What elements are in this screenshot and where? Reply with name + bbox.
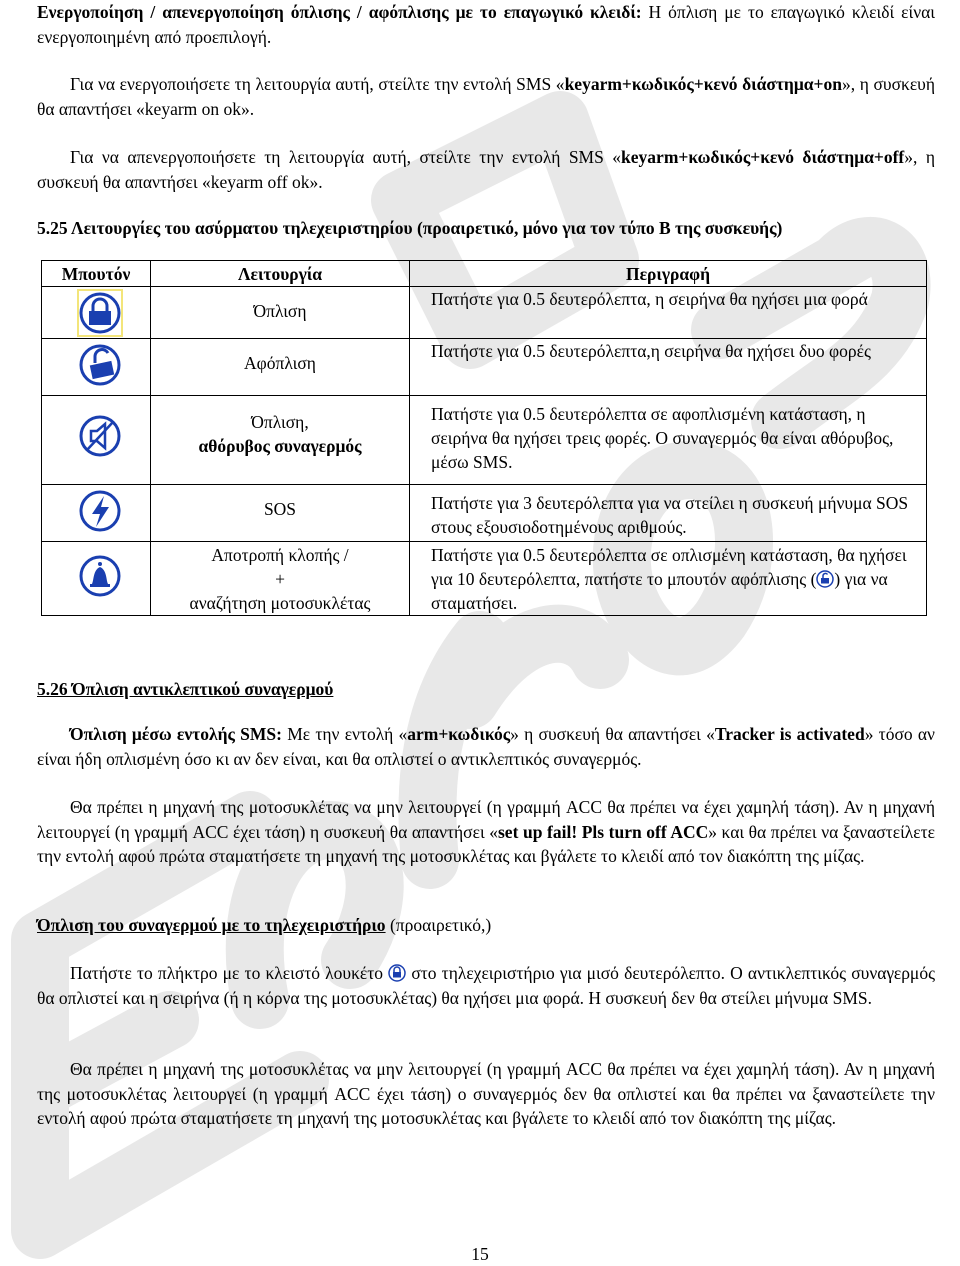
paragraph-key-arming xyxy=(37,0,935,49)
table-row xyxy=(42,396,927,485)
section-526-text: 5.26 Όπλιση αντικλεπτικού συναγερμού xyxy=(37,679,334,699)
keyarm-off-command: keyarm+κωδικός+κενό διάστημα+off xyxy=(621,147,905,167)
paragraph-remote-acc-warning xyxy=(37,1057,935,1131)
remote-arming-text-b: στο τηλεχειριστήριο για μισό δευτερόλεπτο. Ο αντικλεπτικός συναγερμός θα οπλιστεί και η σειρήνα (ή η κόρνα της μοτοσυκλέτας) θα ηχήσει μια φορά. Η συσκευή δεν θα στείλει μήνυμα SMS. xyxy=(37,963,935,1008)
acc-warning-text-b: » και θα πρέπει να ξαναστείλετε την εντολή αφού πρώτα σταματήσετε τη μηχανή της μοτοσυκλέτας και βγάλετε το κλειδί από τον διακόπτη της μίζας. xyxy=(37,821,935,866)
keyarm-on-text-b: », η συσκευή θα απαντήσει «keyarm on ok». xyxy=(37,74,935,119)
muted-speaker-icon xyxy=(77,412,123,460)
keyarm-off-text-a: Για να απενεργοποιήσετε τη λειτουργία αυτή, στείλτε την εντολή SMS « xyxy=(70,147,622,167)
key-arming-heading: Ενεργοποίηση / απενεργοποίηση όπλισης / αφόπλισης με το επαγωγικό κλειδί: xyxy=(37,2,642,22)
button-cell xyxy=(42,542,151,616)
locked-padlock-icon xyxy=(388,964,406,982)
button-cell xyxy=(42,396,151,485)
unlocked-padlock-icon xyxy=(816,570,834,588)
remote-acc-warning-text: Θα πρέπει η μηχανή της μοτοσυκλέτας να μην λειτουργεί (η γραμμή ACC θα πρέπει να έχει χαμηλή τάση). Αν η μηχανή της μοτοσυκλέτας λειτουργεί (η γραμμή ACC έχει τάση) ο συναγερμός δεν θα οπλιστεί και θα πρέπει να ξαναστείλετε την εντολή αφού πρώτα σταματήσετε τη μηχανή της μοτοσυκλέτας και βγάλετε το κλειδί από τον διακόπτη της μίζας. xyxy=(37,1059,935,1128)
header-button: Μπουτόν xyxy=(42,261,151,287)
keyarm-off-text-b: », η συσκευή θα απαντήσει «keyarm off ok». xyxy=(37,147,935,192)
remote-arming-note: (προαιρετικό,) xyxy=(385,915,492,935)
keyarm-on-command: keyarm+κωδικός+κενό διάστημα+on xyxy=(564,74,843,94)
sms-arming-command: arm+κωδικός xyxy=(407,724,511,744)
sos-lightning-icon xyxy=(77,487,123,535)
paragraph-sms-arming xyxy=(37,722,935,771)
description-cell xyxy=(410,542,927,616)
function-silent-arm: Όπλιση, xyxy=(251,412,309,432)
sms-arming-heading: Όπλιση μέσω εντολής SMS: xyxy=(70,724,282,744)
antitheft-desc-a: Πατήστε για 0.5 δευτερόλεπτα σε οπλισμένη κατάσταση, θα ηχήσει για 10 δευτερόλεπτα, πατήστε το μπουτόν αφόπλισης ( xyxy=(431,545,907,589)
sms-arming-text-b: » η συσκευή θα απαντήσει « xyxy=(510,724,715,744)
button-cell xyxy=(42,339,151,396)
paragraph-acc-warning xyxy=(37,795,935,869)
table-row xyxy=(42,287,927,339)
description-cell: Πατήστε για 0.5 δευτερόλεπτα σε αφοπλισμένη κατάσταση, η σειρήνα θα ηχήσει τρεις φορές. Ο συναγερμός θα είναι αθόρυβος, μέσω SMS. xyxy=(410,396,927,485)
acc-warning-text-a: Θα πρέπει η μηχανή της μοτοσυκλέτας να μην λειτουργεί (η γραμμή ACC θα πρέπει να έχει χαμηλή τάση). Αν η μηχανή λειτουργεί (η γραμμή ACC έχει τάση) η συσκευή θα απαντήσει « xyxy=(37,797,935,842)
section-heading-5-26 xyxy=(37,677,333,702)
function-antitheft-line2: + xyxy=(275,569,285,589)
button-cell xyxy=(42,287,151,339)
description-cell: Πατήστε για 3 δευτερόλεπτα για να στείλει η συσκευή μήνυμα SOS στους εξουσιοδοτημένους αριθμούς. xyxy=(410,485,927,542)
header-description: Περιγραφή xyxy=(410,261,927,287)
table-row xyxy=(42,339,927,396)
header-function: Λειτουργία xyxy=(151,261,410,287)
antitheft-desc-b: ) για να σταματήσει. xyxy=(431,569,888,613)
remote-arming-heading: Όπλιση του συναγερμού με το τηλεχειριστήριο xyxy=(37,915,386,935)
function-cell xyxy=(151,287,410,339)
key-arming-text: Η όπλιση με το επαγωγικό κλειδί είναι ενεργοποιημένη από προεπιλογή. xyxy=(37,2,935,47)
paragraph-remote-arming xyxy=(37,961,935,1010)
remote-functions-table xyxy=(41,260,927,616)
search-bell-icon xyxy=(77,552,123,600)
acc-warning-reply: set up fail! Pls turn off ACC xyxy=(498,821,709,842)
description-cell: Πατήστε για 0.5 δευτερόλεπτα,η σειρήνα θα ηχήσει δυο φορές xyxy=(410,339,927,396)
function-arm: Όπλιση xyxy=(253,301,307,321)
locked-padlock-icon xyxy=(77,289,123,337)
paragraph-keyarm-off xyxy=(37,145,935,194)
page-number: 15 xyxy=(471,1244,489,1264)
function-cell xyxy=(151,396,410,485)
sms-arming-text-a: Με την εντολή « xyxy=(281,724,408,744)
keyarm-on-text-a: Για να ενεργοποιήσετε τη λειτουργία αυτή, στείλτε την εντολή SMS « xyxy=(70,74,565,94)
description-cell: Πατήστε για 0.5 δευτερόλεπτα, η σειρήνα θα ηχήσει μια φορά xyxy=(410,287,927,339)
function-cell xyxy=(151,339,410,396)
paragraph-keyarm-on xyxy=(37,72,935,121)
table-header-row xyxy=(42,261,927,287)
function-disarm: Αφόπλιση xyxy=(244,353,316,373)
function-cell xyxy=(151,485,410,542)
button-cell xyxy=(42,485,151,542)
sms-arming-text-c: » τόσο αν είναι ήδη οπλισμένη όσο κι αν δεν είναι, και θα οπλιστεί ο αντικλεπτικός συναγερμός. xyxy=(37,724,935,769)
unlocked-padlock-icon xyxy=(77,341,123,389)
remote-arming-text-a: Πατήστε το πλήκτρο με το κλειστό λουκέτο xyxy=(70,963,389,983)
table-row xyxy=(42,485,927,542)
paragraph-remote-arming-title xyxy=(37,913,935,938)
sms-arming-reply: Tracker is activated xyxy=(714,724,865,744)
function-sos: SOS xyxy=(263,499,297,519)
section-heading-5-25: 5.25 Λειτουργίες του ασύρματου τηλεχειριστηρίου (προαιρετικό, μόνο για τον τύπο B της συσκευής) xyxy=(37,218,783,238)
function-antitheft-line3: αναζήτηση μοτοσυκλέτας xyxy=(189,593,371,613)
table-row xyxy=(42,542,927,616)
function-antitheft-line1: Αποτροπή κλοπής / xyxy=(211,545,349,565)
function-silent-arm-bold: αθόρυβος συναγερμός xyxy=(198,436,362,456)
function-cell xyxy=(151,542,410,616)
